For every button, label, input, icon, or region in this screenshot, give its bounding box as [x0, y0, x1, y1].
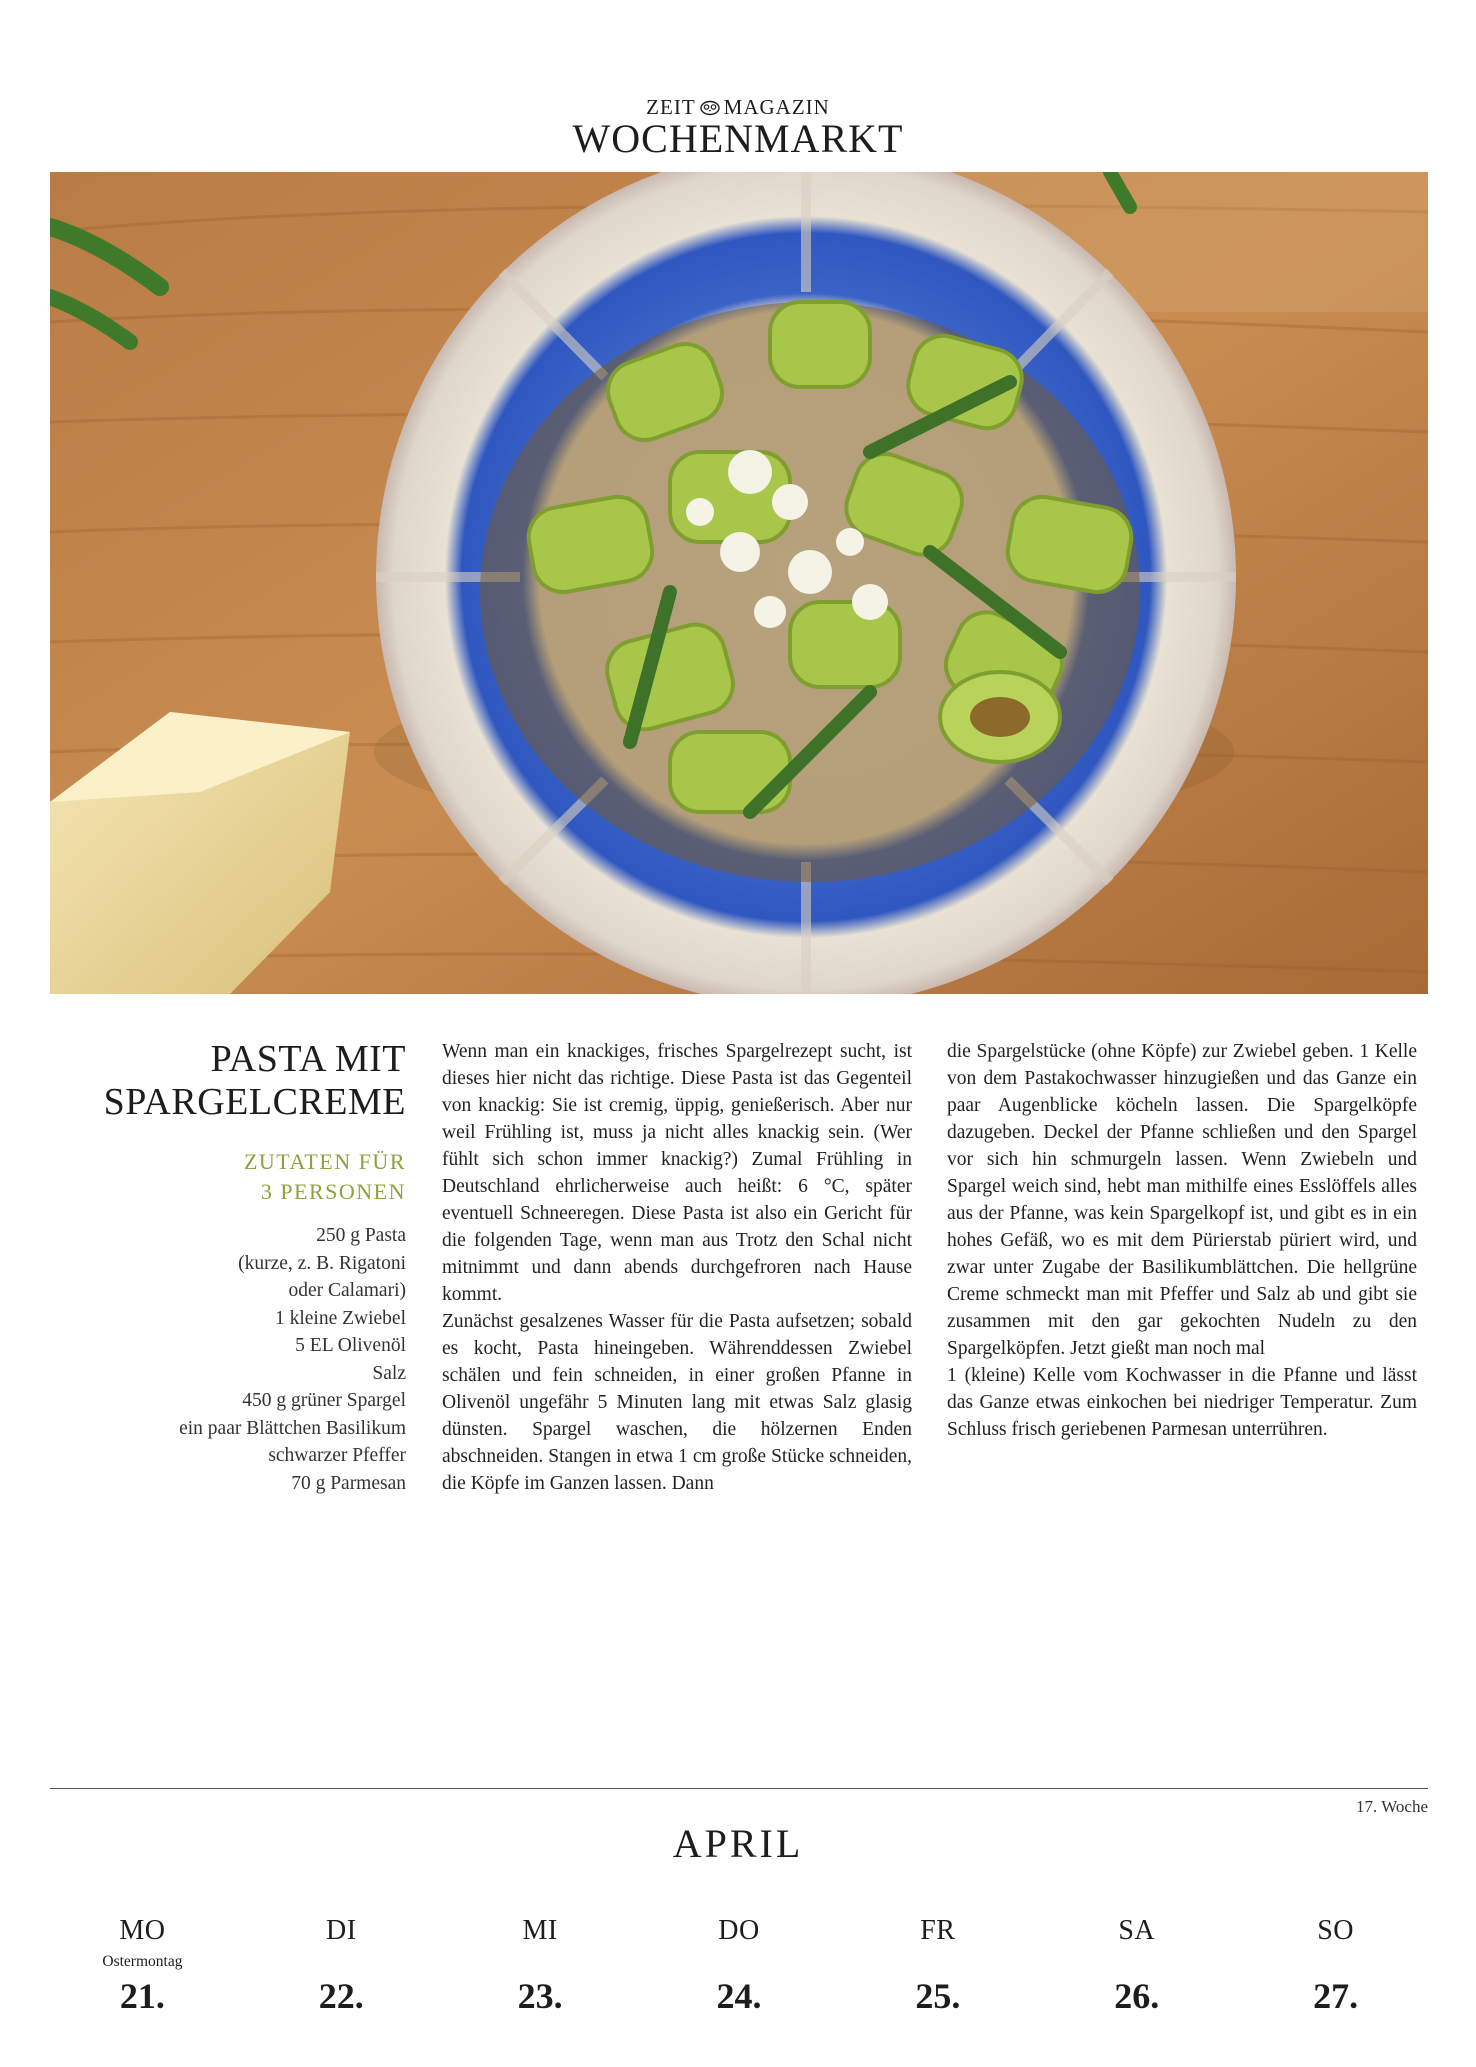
day-name: DO: [718, 1915, 760, 1946]
day-number: 26.: [1114, 1976, 1160, 2016]
ingredient-item: 5 EL Olivenöl: [295, 1335, 406, 1356]
day-name: SO: [1317, 1915, 1354, 1946]
recipe-text-column-2: [947, 1038, 1417, 1443]
recipe-title: [104, 1038, 406, 1124]
owl-emblem-icon: [699, 100, 721, 116]
ingredient-item: 1 kleine Zwiebel: [274, 1307, 406, 1329]
calendar-day-fr: [838, 1915, 1037, 2055]
day-number: 25.: [915, 1976, 961, 2016]
day-number: 22.: [318, 1976, 364, 2016]
day-name: SA: [1118, 1915, 1156, 1946]
holiday-label: Ostermontag: [102, 1953, 183, 1970]
day-number: 23.: [517, 1976, 563, 2016]
ingredient-item: (kurze, z. B. Rigatoni: [238, 1252, 406, 1274]
day-name: FR: [920, 1915, 956, 1946]
day-name: MI: [522, 1915, 558, 1946]
intro-paragraph: Wenn man ein knackiges, frisches Spargelrezept sucht, ist dieses hier nicht das richtige. Diese Pasta ist das Gegenteil von knackig: Sie ist cremig, üppig, genießerisch. Aber nur weil Frühling ist, muss ja nicht alles knackig sein. (Wer fühlt sich schon immer knackig?) Zumal Frühling in Deutschland ehrlicherweise auch heißt: 6 °C, später eventuell Schneeregen. Diese Pasta ist also ein Gericht für die folgenden Tage, wenn man aus Trotz den Schal nicht mitnimmt und dann abends durchgefroren nach Hause kommt.: [442, 1041, 912, 1305]
brand-zeit: ZEIT: [646, 95, 696, 119]
month-title: APRIL: [672, 1821, 804, 1866]
method-paragraph-continued: die Spargelstücke (ohne Köpfe) zur Zwiebel geben. 1 Kelle von dem Pastakochwasser hinzugießen und das Ganze ein paar Augenblicke köcheln lassen. Die Spargelköpfe dazugeben. Deckel der Pfanne schließen und den Spargel vor sich hin schmurgeln lassen. Wenn Zwiebeln und Spargel weich sind, hebt man mithilfe eines Esslöffels alles aus der Pfanne, was kein Spargelkopf ist, und gibt es in ein hohes Gefäß, wo es mit dem Pürierstab püriert wird, und zwar unter Zugabe der Basilikumblättchen. Die hellgrüne Creme schmeckt man mit Pfeffer und Salz ab und gibt sie zusammen mit den gar gekochten Nudeln zu den Spargelköpfen. Jetzt gießt man noch mal: [947, 1041, 1417, 1359]
calendar-day-do: [640, 1915, 839, 2055]
recipe-title-line1: PASTA MIT: [210, 1038, 406, 1080]
brand-magazin: MAGAZIN: [723, 95, 830, 119]
masthead: [0, 96, 1476, 161]
brand-line: [0, 96, 1476, 118]
section-title: WOCHENMARKT: [572, 116, 904, 161]
servings-line1: ZUTATEN FÜR: [243, 1149, 406, 1174]
calendar-day-sa: [1037, 1915, 1236, 2055]
servings-heading: [244, 1147, 406, 1207]
recipe-text-column-1: [442, 1038, 912, 1497]
calendar-day-mi: [441, 1915, 640, 2055]
calendar-day-so: [1236, 1915, 1435, 2055]
servings-line2: 3 PERSONEN: [260, 1179, 406, 1204]
calendar-day-mo: [43, 1915, 242, 2055]
ingredient-item: ein paar Blättchen Basilikum: [179, 1417, 406, 1439]
divider-line: [50, 1788, 1428, 1789]
day-number: 24.: [716, 1976, 762, 2016]
ingredient-list: [179, 1222, 406, 1497]
calendar-day-di: [242, 1915, 441, 2055]
day-number: 27.: [1313, 1976, 1359, 2016]
calendar-week-row: [43, 1915, 1435, 2055]
final-paragraph: 1 (kleine) Kelle vom Kochwasser in die Pfanne und lässt das Ganze etwas einkochen bei niedriger Temperatur. Zum Schluss frisch geriebenen Parmesan unterrühren.: [947, 1365, 1417, 1440]
day-name: DI: [326, 1915, 357, 1946]
ingredient-item: schwarzer Pfeffer: [268, 1445, 406, 1466]
ingredient-item: 450 g grüner Spargel: [242, 1390, 406, 1411]
ingredient-item: 70 g Parmesan: [291, 1472, 406, 1494]
week-number: 17. Woche: [1356, 1797, 1428, 1816]
ingredient-item: Salz: [372, 1362, 406, 1384]
day-name: MO: [119, 1915, 166, 1946]
day-number: 21.: [119, 1976, 165, 2016]
method-paragraph: Zunächst gesalzenes Wasser für die Pasta aufsetzen; sobald es kocht, Pasta hineingeben. Währenddessen Zwiebel schälen und fein schneiden, in einer großen Pfanne in Olivenöl ungefähr 5 Minuten lang mit etwas Salz glasig dünsten. Spargel waschen, die hölzernen Enden abschneiden. Stangen in etwa 1 cm große Stücke schneiden, die Köpfe im Ganzen lassen. Dann: [442, 1311, 912, 1494]
ingredient-item: 250 g Pasta: [316, 1225, 406, 1246]
ingredient-item: oder Calamari): [288, 1280, 406, 1301]
recipe-title-line2: SPARGELCREME: [103, 1081, 406, 1123]
pasta-plate-photo: [50, 172, 1428, 994]
